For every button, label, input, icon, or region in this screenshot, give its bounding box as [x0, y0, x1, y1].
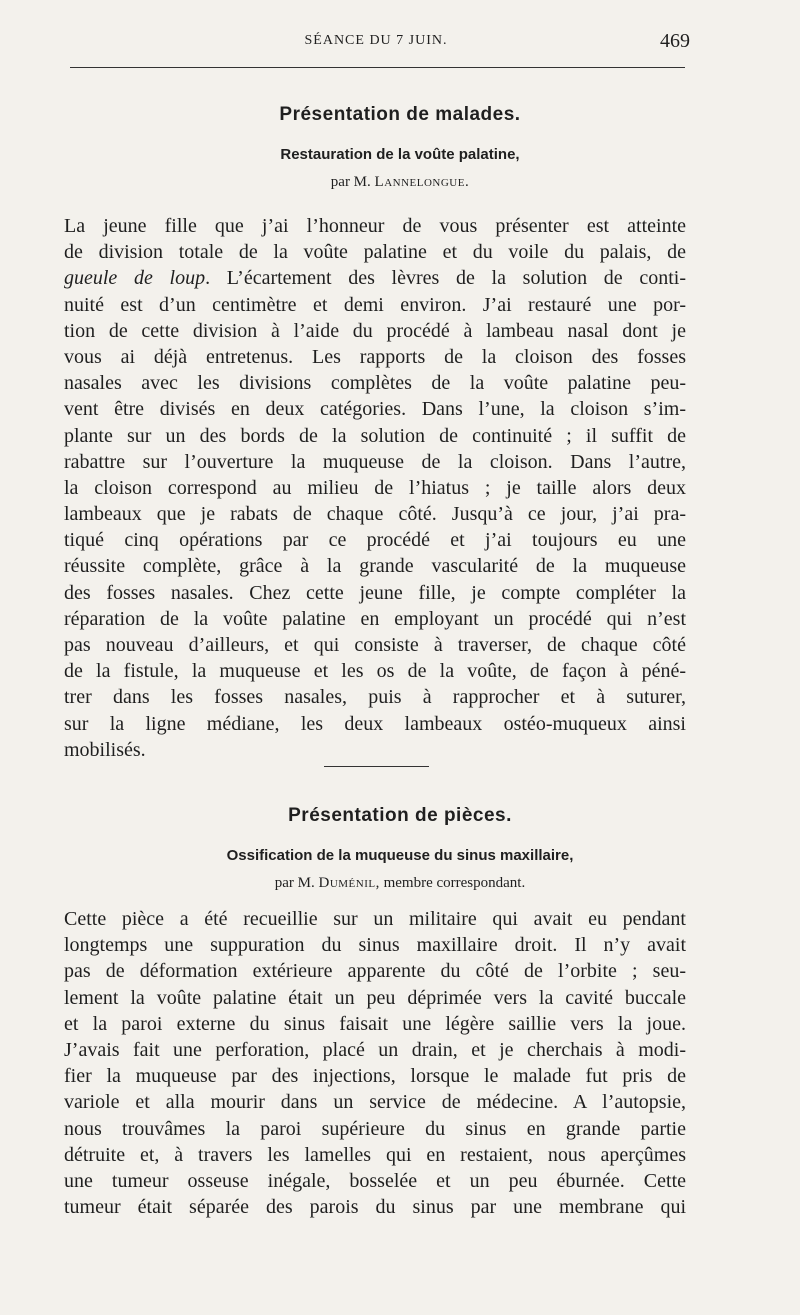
running-title: SÉANCE DU 7 JUIN.: [304, 33, 448, 48]
author-name: Lannelongue.: [374, 174, 470, 190]
text-line: la cloison correspond au milieu de l’hiatus ; je taille alors deux: [64, 476, 686, 499]
text-line: nasales avec les divisions complètes de la voûte palatine peu-: [64, 372, 686, 395]
text-line: tumeur était séparée des parois du sinus par une membrane qui: [64, 1196, 686, 1219]
section-divider: [324, 766, 429, 767]
text-line: une tumeur osseuse inégale, bosselée et un peu éburnée. Cette: [64, 1169, 686, 1192]
text-line: tiqué cinq opérations par ce procédé et j’ai toujours eu une: [64, 529, 686, 552]
text-line: détruite et, à travers les lamelles qui en restaient, nous aperçûmes: [64, 1143, 686, 1166]
byline-dumenil: [0, 875, 800, 892]
text-line: des fosses nasales. Chez cette jeune fille, je compte compléter la: [64, 581, 686, 604]
byline-suffix: membre correspondant.: [383, 875, 526, 891]
article-title-ossification: Ossification de la muqueuse du sinus maxillaire,: [226, 847, 574, 864]
text-line: La jeune fille que j’ai l’honneur de vous présenter est atteinte: [64, 215, 686, 237]
text-line: de division totale de la voûte palatine et du voile du palais, de: [64, 241, 686, 264]
text-line: fier la muqueuse par des injections, lorsque le malade fut pris de: [64, 1065, 686, 1088]
text-line: Cette pièce a été recueillie sur un militaire qui avait eu pendant: [64, 908, 686, 930]
text-line: gueule de loup. L’écartement des lèvres de la solution de conti-: [64, 267, 686, 290]
text-line: lement la voûte palatine était un peu déprimée vers la cavité buccale: [64, 986, 686, 1009]
text-line: vent être divisés en deux catégories. Dans l’une, la cloison s’im-: [64, 398, 686, 421]
page-number: 469: [660, 30, 690, 52]
text-line: J’avais fait une perforation, placé un drain, et je cherchais à modi-: [64, 1038, 686, 1061]
text-line: réussite complète, grâce à la grande vascularité de la muqueuse: [64, 555, 686, 578]
text-line: plante sur un des bords de la solution de continuité ; il suffit de: [64, 424, 686, 447]
text-line: nuité est d’un centimètre et demi environ. J’ai restauré une por-: [64, 293, 686, 316]
byline-prefix: par M.: [330, 174, 371, 190]
paragraph-restauration: [64, 213, 686, 763]
text-line: de la fistule, la muqueuse et les os de la voûte, de façon à péné-: [64, 660, 686, 683]
author-name: Duménil,: [318, 875, 380, 891]
byline-prefix: par M.: [274, 875, 315, 891]
text-line: et la paroi externe du sinus faisait une légère saillie vers la joue.: [64, 1012, 686, 1035]
paragraph-ossification: [64, 906, 686, 1220]
text-line: trer dans les fosses nasales, puis à rapprocher et à suturer,: [64, 686, 686, 709]
byline-lannelongue: [0, 174, 800, 191]
header-rule: [70, 67, 685, 68]
text-line: variole et alla mourir dans un service de médecine. A l’autopsie,: [64, 1091, 686, 1114]
text-line: sur la ligne médiane, les deux lambeaux ostéo-muqueux ainsi: [64, 712, 686, 735]
text-line: longtemps une suppuration du sinus maxillaire droit. Il n’y avait: [64, 934, 686, 957]
text-line: mobilisés.: [64, 738, 146, 761]
text-line: tion de cette division à l’aide du procédé à lambeau nasal dont je: [64, 319, 686, 342]
text-line: rabattre sur l’ouverture la muqueuse de la cloison. Dans l’autre,: [64, 450, 686, 473]
text-line: vous ai déjà entretenus. Les rapports de la cloison des fosses: [64, 345, 686, 368]
article-title-voute-palatine: Restauration de la voûte palatine,: [280, 146, 520, 163]
text-line: pas de déformation extérieure apparente du côté de l’orbite ; seu-: [64, 960, 686, 983]
section-title-pieces: Présentation de pièces.: [288, 805, 512, 826]
running-head: [62, 30, 690, 54]
text-line: lambeaux que je rabats de chaque côté. Jusqu’à ce jour, j’ai pra-: [64, 503, 686, 526]
section-title-malades: Présentation de malades.: [279, 104, 521, 125]
text-line: réparation de la voûte palatine en employant un procédé qui n’est: [64, 607, 686, 630]
text-line: pas nouveau d’ailleurs, et qui consiste à traverser, de chaque côté: [64, 634, 686, 656]
text-line: nous trouvâmes la paroi supérieure du sinus en grande partie: [64, 1117, 686, 1140]
